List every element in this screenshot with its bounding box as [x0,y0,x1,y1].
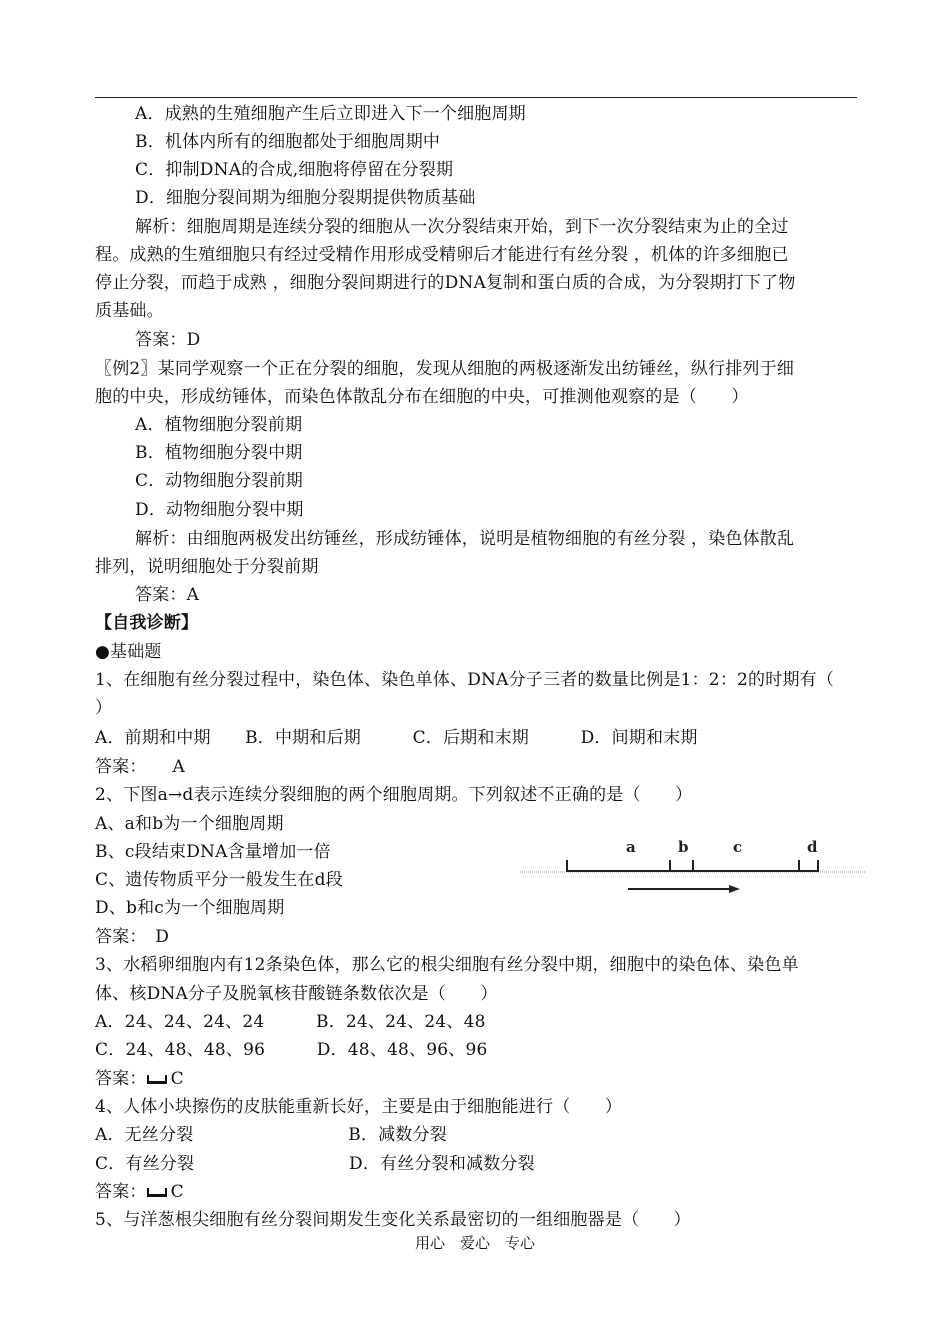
header-rule [95,97,857,98]
answer-line: 答案：D [135,330,201,350]
question-4-options-cd: C．有丝分裂 D．有丝分裂和减数分裂 [95,1154,535,1174]
option-d: D．动物细胞分裂中期 [135,500,304,520]
question-3: 3、水稻卵细胞内有12条染色体，那么它的根尖细胞有丝分裂中期，细胞中的染色体、染色单 [95,955,799,975]
answer-value: C [170,1069,184,1089]
answer-value: C [170,1182,184,1202]
answer-line [95,1068,184,1090]
question-1: 1、在细胞有丝分裂过程中，染色体、染色单体、DNA分子三者的数量比例是1：2：2的时期有（ [95,670,835,690]
example-question: 〖例2〗某同学观察一个正在分裂的细胞，发现从细胞的两极逐渐发出纺锤丝，纵行排列于细 [95,359,795,379]
question-1-cont: ） [95,698,113,718]
question-3-cont: 体、核DNA分子及脱氧核苷酸链条数依次是（ ） [95,984,498,1004]
option-d: D、b和c为一个细胞周期 [95,898,285,918]
analysis-line: 程。成熟的生殖细胞只有经过受精作用形成受精卵后才能进行有丝分裂 ，机体的许多细胞已 [95,245,789,265]
question-4: 4、人体小块擦伤的皮肤能重新长好，主要是由于细胞能进行（ ） [95,1097,623,1117]
option-b: B．植物细胞分裂中期 [135,443,303,463]
option-a: A、a和b为一个细胞周期 [95,814,284,834]
label-b: b [678,838,689,856]
answer-line: 答案：A [135,585,200,605]
analysis-line: 解析：由细胞两极发出纺锤丝，形成纺锤体，说明是植物细胞的有丝分裂 ，染色体散乱 [135,529,795,549]
subsection-heading: ●基础题 [95,642,162,662]
example-question: 胞的中央，形成纺锤体，而染色体散乱分布在细胞的中央，可推测他观察的是（ ） [95,387,749,407]
cell-cycle-diagram [520,832,866,902]
option-c: C．动物细胞分裂前期 [135,471,304,491]
answer-line: 答案： A [95,757,185,777]
question-3-options-cd: C．24、48、48、96 D．48、48、96、96 [95,1040,488,1060]
option-a: A．植物细胞分裂前期 [135,415,303,435]
analysis-line: 质基础。 [95,301,164,321]
section-heading: 【自我诊断】 [95,613,199,633]
option-c: C、遗传物质平分一般发生在d段 [95,870,343,890]
option-c: C．抑制DNA的合成,细胞将停留在分裂期 [135,160,454,180]
option-b: B、c段结束DNA含量增加一倍 [95,842,331,862]
answer-line: 答案： D [95,927,170,947]
label-d: d [807,838,818,856]
analysis-line: 排列，说明细胞处于分裂前期 [95,557,319,577]
blank-mark-icon [147,1075,167,1084]
label-a: a [626,838,636,856]
answer-line [95,1181,184,1203]
arrow-head [729,885,740,893]
question-2: 2、下图a→d表示连续分裂细胞的两个细胞周期。下列叙述不正确的是（ ） [95,785,693,805]
option-d: D．细胞分裂间期为细胞分裂期提供物质基础 [135,188,476,208]
question-1-options: A．前期和中期 B．中期和后期 C．后期和末期 D．间期和末期 [95,728,698,748]
question-3-options-ab: A．24、24、24、24 B．24、24、24、48 [95,1012,486,1032]
option-a: A．成熟的生殖细胞产生后立即进入下一个细胞周期 [135,104,526,124]
analysis-line: 解析：细胞周期是连续分裂的细胞从一次分裂结束开始，到下一次分裂结束为止的全过 [135,217,789,237]
answer-label: 答案： [95,1182,147,1202]
question-5: 5、与洋葱根尖细胞有丝分裂间期发生变化关系最密切的一组细胞器是（ ） [95,1210,691,1230]
answer-label: 答案： [95,1069,147,1089]
blank-mark-icon [147,1188,167,1197]
option-b: B．机体内所有的细胞都处于细胞周期中 [135,132,441,152]
label-c: c [733,838,743,856]
page-footer: 用心 爱心 专心 [414,1234,535,1252]
question-4-options-ab: A．无丝分裂 B．减数分裂 [95,1125,447,1145]
analysis-line: 停止分裂，而趋于成熟 ，细胞分裂间期进行的DNA复制和蛋白质的合成，为分裂期打下了物 [95,273,796,293]
